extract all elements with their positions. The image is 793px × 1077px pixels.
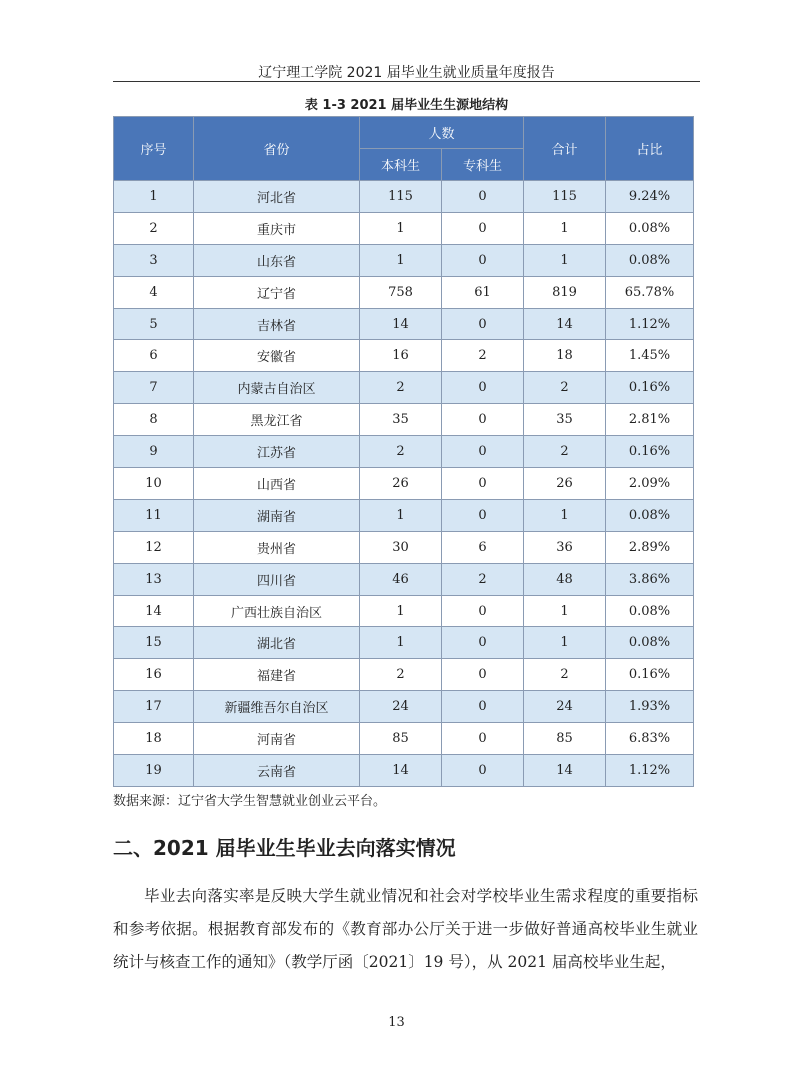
table-cell: 18: [524, 340, 606, 372]
table-cell: 2: [442, 340, 524, 372]
running-header: 辽宁理工学院 2021 届毕业生就业质量年度报告: [258, 65, 555, 81]
table-cell: 1: [524, 595, 606, 627]
table-row: [114, 372, 694, 404]
table-row: [114, 181, 694, 213]
table-row: [114, 659, 694, 691]
table-cell: 安徽省: [194, 340, 360, 372]
table-cell: 2: [442, 563, 524, 595]
table-row: [114, 468, 694, 500]
table-cell: 9.24%: [606, 181, 694, 213]
table-cell: 0: [442, 404, 524, 436]
table-cell: 14: [524, 755, 606, 787]
table-cell: 0.08%: [606, 595, 694, 627]
table-row: [114, 308, 694, 340]
table-cell: 贵州省: [194, 531, 360, 563]
table-cell: 辽宁省: [194, 276, 360, 308]
table-cell: 2.09%: [606, 468, 694, 500]
table-caption: 表 1-3 2021 届毕业生生源地结构: [304, 98, 509, 113]
page-number: 13: [388, 1015, 405, 1030]
table-cell: 1.12%: [606, 755, 694, 787]
table-cell: 13: [114, 563, 194, 595]
header-index: 序号: [114, 117, 194, 181]
table-row: [114, 244, 694, 276]
table-row: [114, 627, 694, 659]
table-cell: 6: [442, 531, 524, 563]
table-cell: 0: [442, 659, 524, 691]
table-row: [114, 563, 694, 595]
table-cell: 115: [524, 181, 606, 213]
table-row: [114, 340, 694, 372]
table-cell: 17: [114, 691, 194, 723]
table-cell: 1: [114, 181, 194, 213]
table-cell: 0: [442, 372, 524, 404]
table-cell: 19: [114, 755, 194, 787]
header-undergrad: 本科生: [360, 149, 442, 181]
table-cell: 85: [524, 723, 606, 755]
table-cell: 2: [524, 436, 606, 468]
table-cell: 1: [524, 244, 606, 276]
table-row: [114, 436, 694, 468]
table-cell: 四川省: [194, 563, 360, 595]
table-cell: 10: [114, 468, 194, 500]
table-cell: 36: [524, 531, 606, 563]
table-cell: 46: [360, 563, 442, 595]
table-cell: 2.89%: [606, 531, 694, 563]
table-cell: 26: [360, 468, 442, 500]
header-ratio: 占比: [606, 117, 694, 181]
table-cell: 0: [442, 691, 524, 723]
table-cell: 0.16%: [606, 372, 694, 404]
table-row: [114, 723, 694, 755]
table-cell: 35: [360, 404, 442, 436]
table-cell: 黑龙江省: [194, 404, 360, 436]
table-cell: 30: [360, 531, 442, 563]
header-people: 人数: [360, 117, 524, 149]
table-cell: 85: [360, 723, 442, 755]
table-cell: 35: [524, 404, 606, 436]
table-cell: 1: [360, 595, 442, 627]
table-cell: 1: [360, 627, 442, 659]
table-cell: 14: [524, 308, 606, 340]
table-row: [114, 691, 694, 723]
table-cell: 5: [114, 308, 194, 340]
table-cell: 河北省: [194, 181, 360, 213]
section-title: 二、2021 届毕业生毕业去向落实情况: [113, 836, 456, 860]
table-cell: 2: [360, 372, 442, 404]
table-cell: 26: [524, 468, 606, 500]
table-cell: 湖南省: [194, 499, 360, 531]
source-structure-table: [113, 116, 694, 787]
table-cell: 1.93%: [606, 691, 694, 723]
table-row: [114, 499, 694, 531]
table-cell: 24: [360, 691, 442, 723]
table-row: [114, 404, 694, 436]
table-cell: 0: [442, 436, 524, 468]
table-cell: 山东省: [194, 244, 360, 276]
table-cell: 48: [524, 563, 606, 595]
table-cell: 1: [524, 499, 606, 531]
table-cell: 61: [442, 276, 524, 308]
header-province: 省份: [194, 117, 360, 181]
table-cell: 14: [360, 308, 442, 340]
table-cell: 0.08%: [606, 499, 694, 531]
table-cell: 0: [442, 181, 524, 213]
table-cell: 15: [114, 627, 194, 659]
table-cell: 14: [114, 595, 194, 627]
table-cell: 0.08%: [606, 212, 694, 244]
table-cell: 江苏省: [194, 436, 360, 468]
table-cell: 0.08%: [606, 244, 694, 276]
header-total: 合计: [524, 117, 606, 181]
table-cell: 24: [524, 691, 606, 723]
table-cell: 2.81%: [606, 404, 694, 436]
table-cell: 湖北省: [194, 627, 360, 659]
table-cell: 1: [360, 244, 442, 276]
table-cell: 4: [114, 276, 194, 308]
table-cell: 0: [442, 627, 524, 659]
header-rule: [113, 81, 700, 82]
table-cell: 6.83%: [606, 723, 694, 755]
table-row: [114, 531, 694, 563]
table-cell: 16: [114, 659, 194, 691]
table-cell: 山西省: [194, 468, 360, 500]
table-cell: 115: [360, 181, 442, 213]
table-row: [114, 276, 694, 308]
table-cell: 0: [442, 468, 524, 500]
table-cell: 广西壮族自治区: [194, 595, 360, 627]
table-cell: 9: [114, 436, 194, 468]
table-cell: 2: [114, 212, 194, 244]
table-cell: 1.12%: [606, 308, 694, 340]
table-cell: 819: [524, 276, 606, 308]
table-cell: 14: [360, 755, 442, 787]
table-cell: 1: [360, 212, 442, 244]
table-row: [114, 212, 694, 244]
table-cell: 8: [114, 404, 194, 436]
table-cell: 2: [524, 659, 606, 691]
table-body: [114, 181, 694, 787]
table-row: [114, 595, 694, 627]
table-row: [114, 755, 694, 787]
table-cell: 0: [442, 723, 524, 755]
table-cell: 0: [442, 499, 524, 531]
table-cell: 河南省: [194, 723, 360, 755]
table-cell: 12: [114, 531, 194, 563]
table-cell: 1.45%: [606, 340, 694, 372]
data-source-note: 数据来源：辽宁省大学生智慧就业创业云平台。: [113, 794, 387, 809]
table-cell: 16: [360, 340, 442, 372]
table-cell: 11: [114, 499, 194, 531]
table-cell: 1: [524, 212, 606, 244]
table-cell: 3: [114, 244, 194, 276]
table-cell: 3.86%: [606, 563, 694, 595]
table-cell: 18: [114, 723, 194, 755]
table-cell: 1: [360, 499, 442, 531]
table-cell: 云南省: [194, 755, 360, 787]
table-cell: 2: [360, 659, 442, 691]
table-cell: 内蒙古自治区: [194, 372, 360, 404]
table-cell: 0: [442, 595, 524, 627]
table-cell: 重庆市: [194, 212, 360, 244]
table-cell: 0: [442, 755, 524, 787]
table-cell: 0: [442, 308, 524, 340]
header-junior: 专科生: [442, 149, 524, 181]
table-cell: 2: [360, 436, 442, 468]
table-cell: 0: [442, 244, 524, 276]
table-cell: 0.16%: [606, 659, 694, 691]
table-cell: 吉林省: [194, 308, 360, 340]
table-cell: 0.16%: [606, 436, 694, 468]
table-cell: 65.78%: [606, 276, 694, 308]
table-cell: 6: [114, 340, 194, 372]
table-cell: 0.08%: [606, 627, 694, 659]
body-paragraph: 毕业去向落实率是反映大学生就业情况和社会对学校毕业生需求程度的重要指标和参考依据。根据教育部发布的《教育部办公厅关于进一步做好普通高校毕业生就业统计与核查工作的通知》（教学厅函〔2021〕19 号），从 2021 届高校毕业生起，: [113, 887, 698, 971]
table-cell: 福建省: [194, 659, 360, 691]
table-cell: 7: [114, 372, 194, 404]
table-cell: 758: [360, 276, 442, 308]
table-cell: 新疆维吾尔自治区: [194, 691, 360, 723]
table-cell: 1: [524, 627, 606, 659]
table-cell: 2: [524, 372, 606, 404]
table-cell: 0: [442, 212, 524, 244]
